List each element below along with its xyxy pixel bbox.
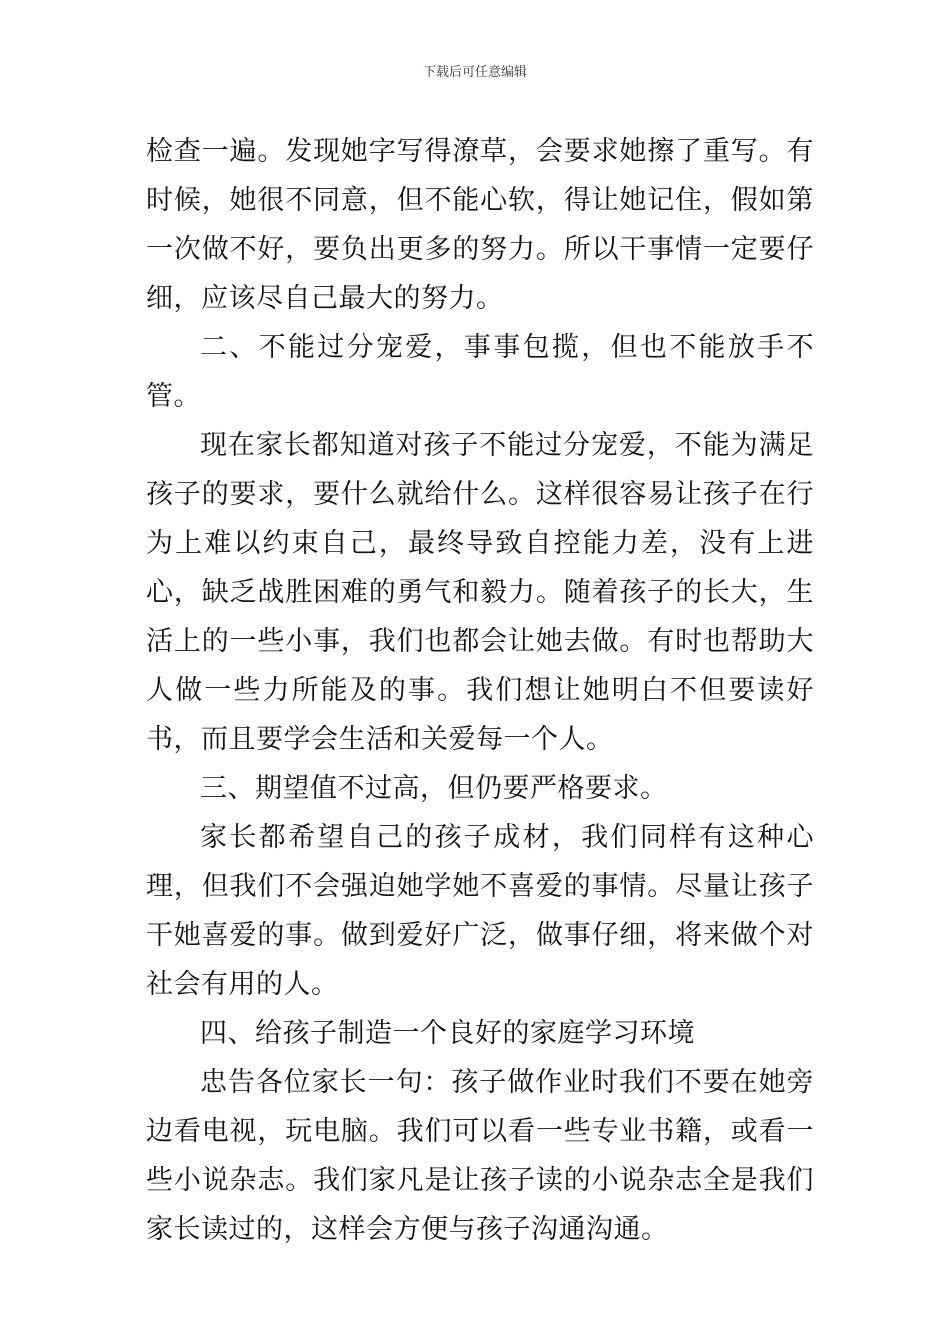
section-heading-3: 三、期望值不过高，但仍要严格要求。 (200, 773, 668, 804)
paragraph-section-3: 家长都希望自己的孩子成材，我们同样有这种心理，但我们不会强迫她学她不喜爱的事情。尽量让孩子干她喜爱的事。做到爱好广泛，做事仔细，将来做个对社会有用的人。 (146, 822, 814, 1000)
paragraph-section-4: 忠告各位家长一句：孩子做作业时我们不要在她旁边看电视，玩电脑。我们可以看一些专业书籍，或看一些小说杂志。我们家凡是让孩子读的小说杂志全是我们家长读过的，这样会方便与孩子沟通沟通。 (146, 1067, 814, 1245)
paragraph-section-2: 现在家长都知道对孩子不能过分宠爱，不能为满足孩子的要求，要什么就给什么。这样很容易让孩子在行为上难以约束自己，最终导致自控能力差，没有上进心，缺乏战胜困难的勇气和毅力。随着孩子的长大，生活上的一些小事，我们也都会让她去做。有时也帮助大人做一些力所能及的事。我们想让她明白不但要读好书，而且要学会生活和关爱每一个人。 (146, 430, 814, 755)
page-header-note: 下载后可任意编辑 (422, 65, 527, 80)
paragraph-continuation: 检查一遍。发现她字写得潦草，会要求她擦了重写。有时候，她很不同意，但不能心软，得让她记住，假如第一次做不好，要负出更多的努力。所以干事情一定要仔细，应该尽自己最大的努力。 (146, 136, 814, 314)
document-body (146, 127, 814, 1254)
section-heading-2: 二、不能过分宠爱，事事包揽，但也不能放手不管。 (146, 332, 814, 412)
section-heading-4: 四、给孩子制造一个良好的家庭学习环境 (200, 1018, 695, 1049)
